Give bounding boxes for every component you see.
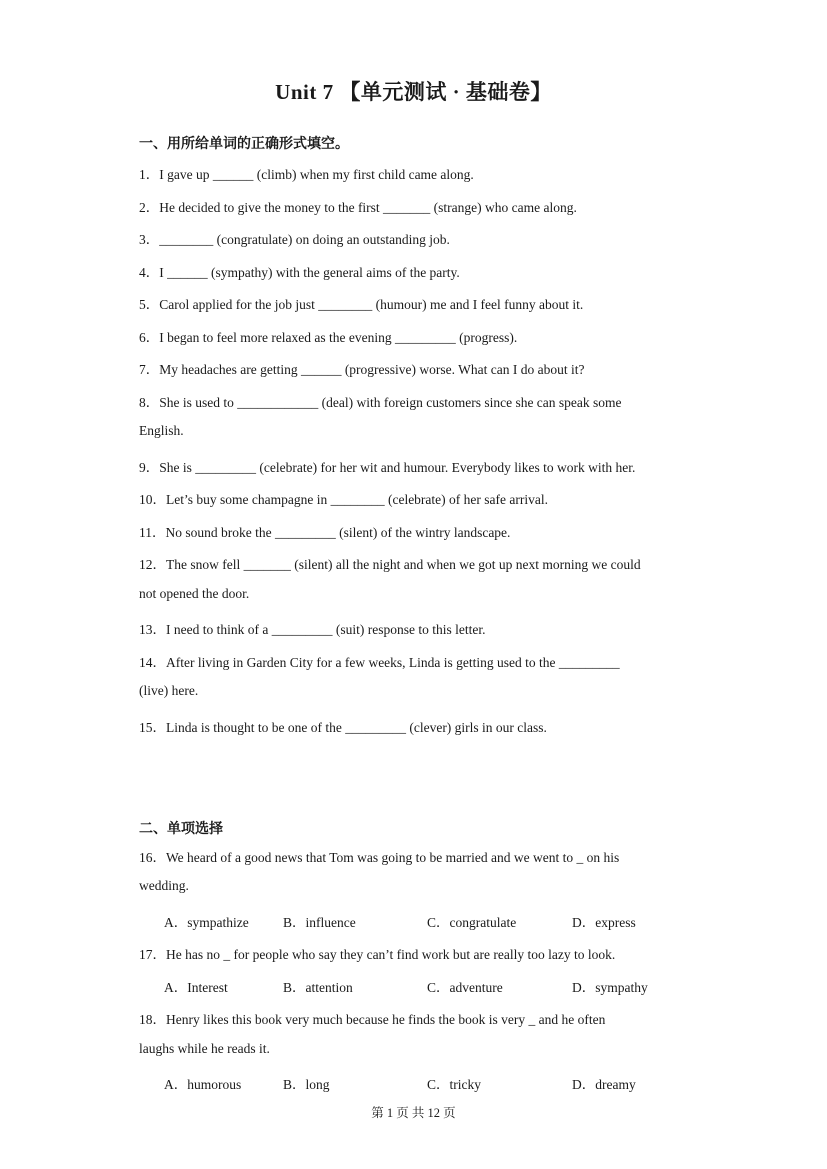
question-10: 10．Let’s buy some champagne in ________ (celebrate) of her safe arrival.	[139, 492, 548, 507]
q18-option-d: D．dreamy	[572, 1077, 636, 1092]
question-16-continued: wedding.	[139, 878, 189, 893]
page-footer: 第 1 页 共 12 页	[371, 1106, 456, 1120]
question-3: 3．________ (congratulate) on doing an outstanding job.	[139, 232, 450, 247]
question-1: 1．I gave up ______ (climb) when my first child came along.	[139, 167, 474, 182]
q16-option-d: D．express	[572, 915, 636, 930]
q16-option-a: A．sympathize	[164, 915, 249, 930]
q17-option-b: B．attention	[283, 980, 353, 995]
question-2: 2．He decided to give the money to the first _______ (strange) who came along.	[139, 200, 577, 215]
section-2-heading: 二、单项选择	[139, 822, 223, 837]
question-8-continued: English.	[139, 423, 184, 438]
q18-option-c: C．tricky	[427, 1077, 481, 1092]
question-18: 18．Henry likes this book very much because he finds the book is very _ and he often	[139, 1012, 606, 1027]
question-12: 12．The snow fell _______ (silent) all the night and when we got up next morning we could	[139, 557, 641, 572]
question-12-continued: not opened the door.	[139, 586, 250, 601]
q16-option-b: B．influence	[283, 915, 356, 930]
q18-option-a: A．humorous	[164, 1077, 242, 1092]
q17-option-a: A．Interest	[164, 980, 228, 995]
question-16: 16．We heard of a good news that Tom was going to be married and we went to _ on his	[139, 850, 620, 865]
question-9: 9．She is _________ (celebrate) for her wit and humour. Everybody likes to work with her.	[139, 460, 636, 475]
question-13: 13．I need to think of a _________ (suit) response to this letter.	[139, 622, 486, 637]
question-11: 11．No sound broke the _________ (silent) of the wintry landscape.	[139, 525, 511, 540]
section-1-heading: 一、用所给单词的正确形式填空。	[139, 137, 349, 152]
q17-option-c: C．adventure	[427, 980, 503, 995]
q17-option-d: D．sympathy	[572, 980, 648, 995]
question-14: 14．After living in Garden City for a few weeks, Linda is getting used to the _________	[139, 655, 620, 670]
question-5: 5．Carol applied for the job just ________ (humour) me and I feel funny about it.	[139, 297, 584, 312]
question-15: 15．Linda is thought to be one of the _________ (clever) girls in our class.	[139, 720, 547, 735]
q18-option-b: B．long	[283, 1077, 330, 1092]
question-17: 17．He has no _ for people who say they can’t find work but are really too lazy to look.	[139, 947, 616, 962]
question-14-continued: (live) here.	[139, 683, 199, 698]
question-18-continued: laughs while he reads it.	[139, 1041, 270, 1056]
document-title: Unit 7 【单元测试 · 基础卷】	[275, 80, 552, 104]
question-4: 4．I ______ (sympathy) with the general aims of the party.	[139, 265, 460, 280]
question-6: 6．I began to feel more relaxed as the evening _________ (progress).	[139, 330, 518, 345]
question-8: 8．She is used to ____________ (deal) with foreign customers since she can speak some	[139, 395, 622, 410]
q16-option-c: C．congratulate	[427, 915, 517, 930]
question-7: 7．My headaches are getting ______ (progressive) worse. What can I do about it?	[139, 362, 585, 377]
